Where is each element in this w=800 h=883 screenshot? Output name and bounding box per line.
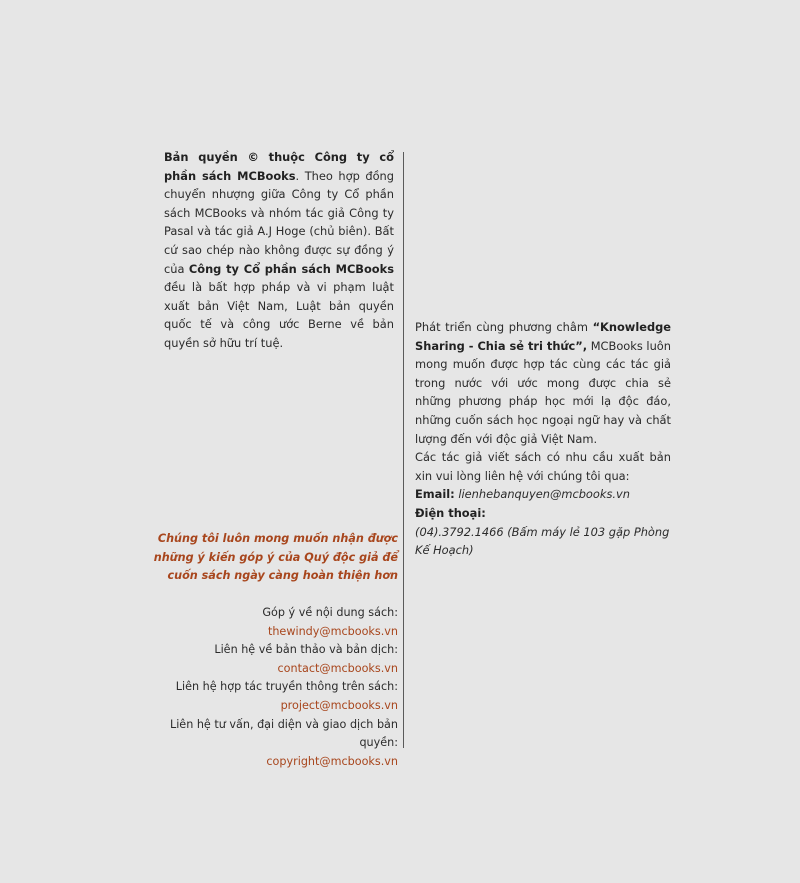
contact-label: Liên hệ tư vấn, đại diện và giao dịch bản quyền: [169, 717, 398, 750]
contact-label: Liên hệ về bản thảo và bản dịch: [214, 643, 398, 657]
contact-list [150, 604, 398, 771]
column-divider [403, 152, 404, 748]
copyright-bold-company: Công ty Cổ phần sách MCBooks [188, 261, 394, 276]
copyright-paragraph [164, 148, 394, 353]
reader-feedback-note: Chúng tôi luôn mong muốn nhận được những ý kiến góp ý của Quý độc giả để cuốn sách ngày càng hoàn thiện hơn [153, 532, 398, 583]
copyright-text-1: . Theo hợp đồng chuyển nhượng giữa Công ty Cổ phần sách MCBooks và nhóm tác giả Công ty Pasal và tác giả A.J Hoge (chủ biên). Bất cứ sao chép nào không được sự đồng ý của [164, 168, 394, 276]
invitation-intro-1: Phát triển cùng phương châm [415, 320, 593, 334]
phone-label-line [415, 504, 671, 523]
invitation-intro-2: MCBooks luôn mong muốn được hợp tác cùng các tác giả trong nước với ước mong được chia sẻ những phương pháp học mới lạ độc đáo, những cuốn sách học ngoại ngữ hay và chất lượng đến với độc giả Việt Nam. [415, 338, 671, 446]
phone-value: (04).3792.1466 (Bấm máy lẻ 103 gặp Phòng Kế Hoạch) [415, 524, 670, 558]
contact-email[interactable]: copyright@mcbooks.vn [266, 754, 398, 768]
contact-email[interactable]: project@mcbooks.vn [280, 698, 398, 712]
copyright-text-2: đều là bất hợp pháp và vi phạm luật xuất bản Việt Nam, Luật bản quyền quốc tế và công ước Berne về bản quyền sở hữu trí tuệ. [164, 280, 394, 350]
slogan: “Knowledge Sharing - Chia sẻ tri thức”, [415, 320, 671, 353]
copyright-notice [164, 148, 394, 353]
contact-note: Các tác giả viết sách có nhu cầu xuất bản xin vui lòng liên hệ với chúng tôi qua: [415, 450, 671, 483]
contact-label: Liên hệ hợp tác truyền thông trên sách: [175, 680, 398, 694]
email-line [415, 485, 671, 504]
email-label: Email: [415, 487, 455, 502]
phone-label: Điện thoại: [415, 505, 486, 520]
contact-label: Góp ý về nội dung sách: [262, 606, 398, 619]
contact-email[interactable]: contact@mcbooks.vn [277, 661, 398, 675]
contact-email[interactable]: thewindy@mcbooks.vn [267, 624, 398, 638]
author-invitation [415, 318, 671, 560]
invitation-paragraph [415, 318, 671, 448]
email-value[interactable]: lienhebanquyen@mcbooks.vn [454, 487, 630, 502]
copyright-bold-start: Bản quyền © thuộc Công ty cổ phần sách MCBooks [164, 150, 394, 183]
